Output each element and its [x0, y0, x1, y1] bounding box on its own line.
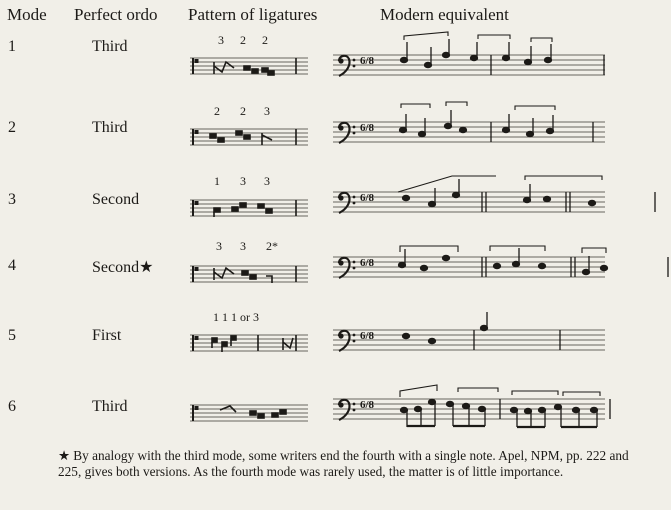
modern-row-1	[401, 39, 605, 75]
modern-notation	[398, 32, 668, 427]
footnote: ★ By analogy with the third mode, some writers end the fourth with a single note. Apel, NPM, pp. 222 and 225, gives both versions. As the fourth mode was rarely used, the matter is of little importance.	[58, 448, 629, 479]
ligature-count: 1	[214, 174, 220, 188]
svg-text:6/8: 6/8	[360, 192, 375, 204]
ordo-label-4: Second★	[92, 259, 154, 276]
svg-text:6/8: 6/8	[360, 257, 375, 269]
mode-number-4: 4	[8, 257, 16, 274]
mode-number-1: 1	[8, 38, 16, 55]
ligature-count: 3	[240, 239, 246, 253]
ordo-label-2: Third	[92, 119, 128, 136]
mode-number-3: 3	[8, 191, 16, 208]
ligature-count: 1 1 1 or 3	[213, 310, 259, 324]
ligature-count: 3	[264, 174, 270, 188]
mode-number-2: 2	[8, 119, 16, 136]
header-perfect-ordo: Perfect ordo	[74, 5, 158, 24]
ordo-label-6: Third	[92, 398, 128, 415]
svg-text:6/8: 6/8	[360, 399, 375, 411]
ligature-count: 3	[264, 104, 270, 118]
svg-text:6/8: 6/8	[360, 122, 375, 134]
ligature-count: 2	[240, 33, 246, 47]
svg-text:6/8: 6/8	[360, 55, 375, 67]
ordo-label-1: Third	[92, 38, 128, 55]
ordo-label-5: First	[92, 327, 122, 344]
mode-number-5: 5	[8, 327, 16, 344]
ligature-count: 2	[240, 104, 246, 118]
modern-row-6	[401, 399, 611, 427]
ligature-count: 3	[216, 239, 222, 253]
time-signatures	[360, 55, 375, 411]
modern-row-4	[399, 248, 669, 277]
header-pattern-of-ligatures: Pattern of ligatures	[188, 5, 318, 24]
ligature-count: 2	[262, 33, 268, 47]
ligature-figures	[210, 58, 296, 418]
header-modern-equivalent: Modern equivalent	[380, 5, 509, 24]
ligature-count: 2*	[266, 239, 278, 253]
mode-number-6: 6	[8, 398, 16, 415]
header-mode: Mode	[7, 5, 47, 24]
svg-text:6/8: 6/8	[360, 330, 375, 342]
ligature-count: 3	[240, 174, 246, 188]
modern-row-5	[403, 312, 561, 350]
ordo-label-3: Second	[92, 191, 140, 208]
ligature-count: 3	[218, 33, 224, 47]
ligature-count: 2	[214, 104, 220, 118]
